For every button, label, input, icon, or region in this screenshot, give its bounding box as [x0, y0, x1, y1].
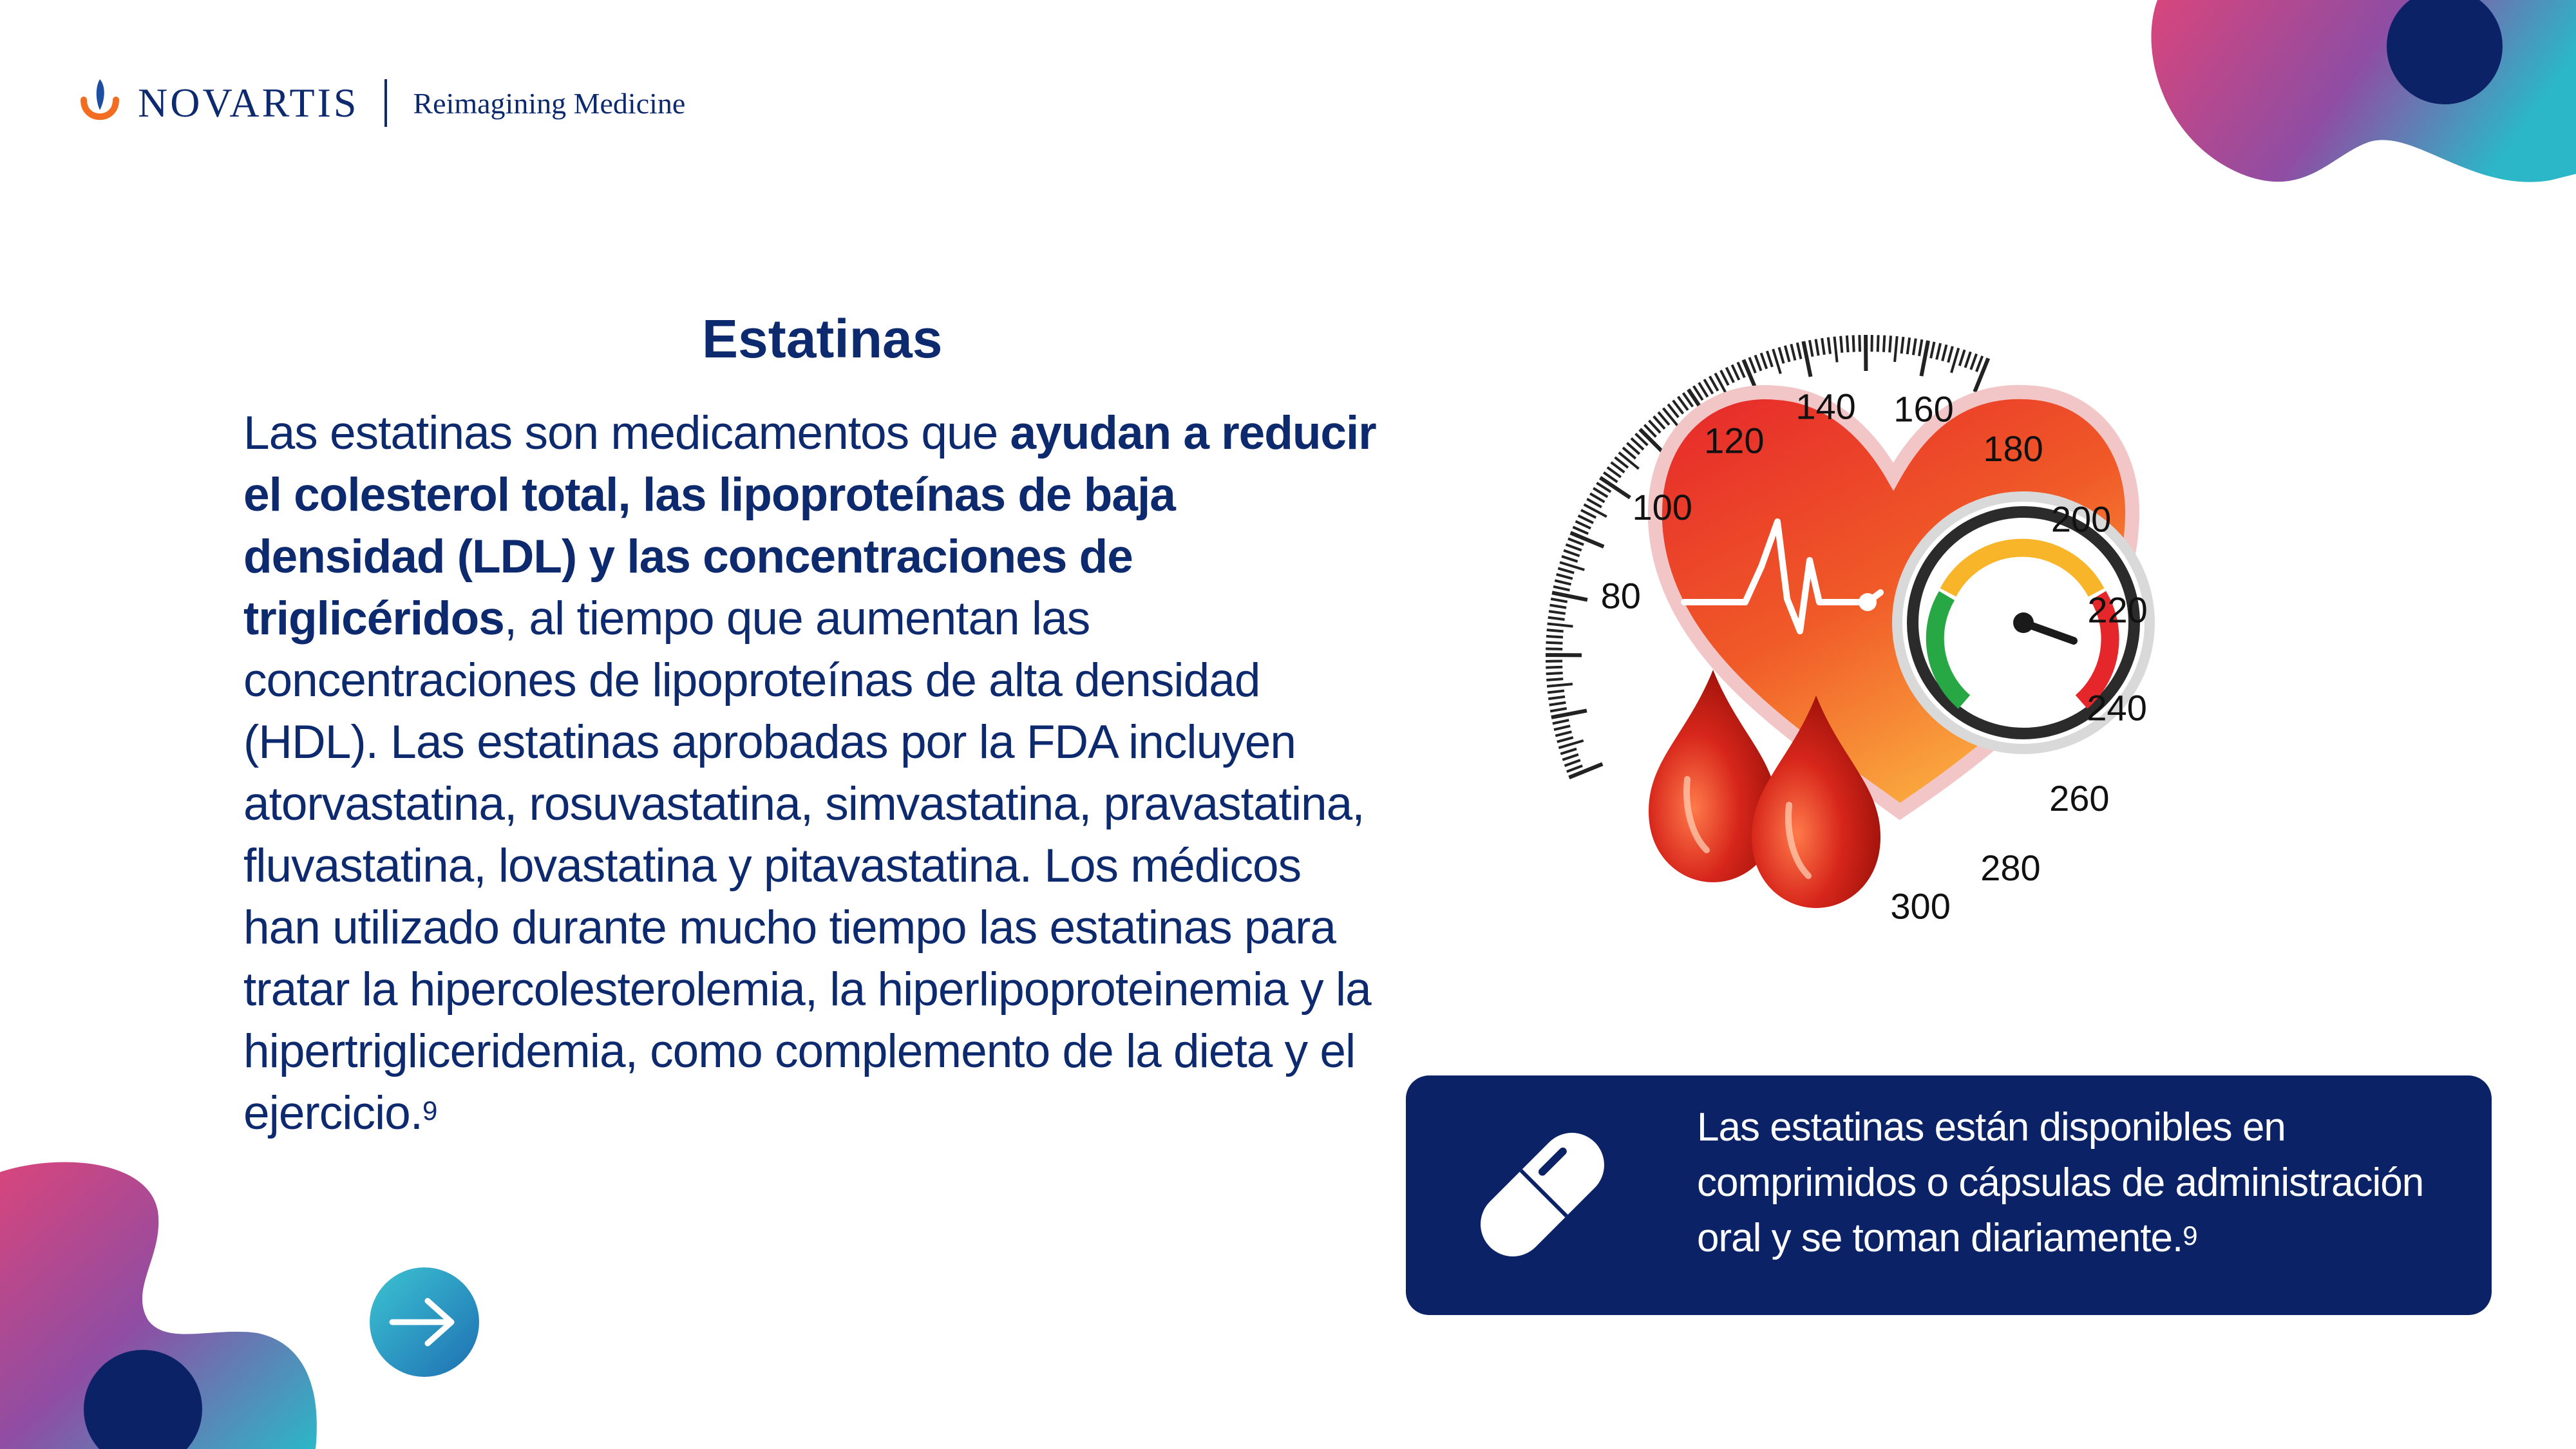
brand-name: NOVARTIS — [138, 80, 359, 126]
dial-tick — [1548, 618, 1565, 620]
dial-tick — [1548, 697, 1565, 699]
dial-tick — [1937, 343, 1940, 359]
dial-tick — [1546, 667, 1562, 668]
dial-label: 240 — [2087, 687, 2147, 728]
dial-tick — [1551, 599, 1567, 602]
brand-tagline: Reimagining Medicine — [413, 86, 686, 120]
dial-tick — [1550, 605, 1567, 607]
dial-label: 300 — [1890, 886, 1951, 927]
callout-text — [1697, 1100, 2496, 1266]
dial-tick — [1960, 350, 1965, 366]
dial-tick — [1828, 337, 1830, 354]
dial-tick — [1902, 337, 1904, 354]
dial-label: 280 — [1980, 847, 2041, 888]
callout-body: Las estatinas están disponibles en comprimidos o cápsulas de administración oral y se toman diariamente. — [1697, 1105, 2424, 1260]
dial-tick — [1564, 551, 1580, 556]
next-button[interactable] — [370, 1267, 479, 1377]
dial-tick — [1919, 339, 1922, 356]
dial-tick — [1663, 408, 1680, 428]
heart-gauge-illustration — [1600, 245, 2344, 979]
dial-tick — [1564, 760, 1580, 766]
callout-reference: 9 — [2183, 1220, 2197, 1251]
dial-tick — [1931, 342, 1934, 358]
arrow-right-icon — [386, 1293, 463, 1351]
dial-tick — [1727, 368, 1734, 383]
dial-tick — [1557, 574, 1573, 579]
dial-tick — [1550, 708, 1567, 711]
dial-tick — [1584, 504, 1607, 516]
dial-tick — [1785, 346, 1790, 362]
dial-tick — [1558, 568, 1574, 573]
dial-tick — [1546, 673, 1563, 674]
dial-tick — [1554, 726, 1570, 730]
dial-tick — [1546, 679, 1563, 680]
dial-tick — [1547, 630, 1564, 631]
dial-tick — [1841, 336, 1842, 353]
header — [77, 64, 685, 142]
dial-tick — [1553, 587, 1569, 591]
dial-tick — [1571, 533, 1604, 547]
dial-tick — [1810, 340, 1813, 357]
dial-label: 260 — [2049, 777, 2110, 819]
dial-tick — [1619, 453, 1639, 469]
dial-tick — [1859, 335, 1860, 352]
dial-tick — [1847, 336, 1848, 352]
dial-tick — [1913, 339, 1916, 355]
dial-tick — [1551, 710, 1587, 717]
dial-tick — [1767, 351, 1772, 367]
dial-tick — [1568, 538, 1584, 545]
novartis-logo-icon — [77, 74, 122, 132]
dial-tick — [1797, 343, 1801, 359]
dial-tick — [1569, 764, 1602, 777]
dial-tick — [1822, 338, 1824, 355]
dial-tick — [1547, 684, 1573, 687]
dial-tick — [1755, 355, 1761, 370]
dial-tick — [1948, 346, 1953, 363]
body-intro: Las estatinas son medicamentos que — [243, 407, 1010, 459]
dial-tick — [1549, 703, 1566, 705]
dial-tick — [1548, 691, 1564, 693]
dial-tick — [1975, 358, 1988, 392]
dial-tick — [1889, 336, 1891, 352]
dial-label: 200 — [2050, 498, 2112, 540]
body-reference: 9 — [422, 1095, 437, 1126]
header-divider — [384, 79, 387, 127]
dial-label: 80 — [1600, 575, 1641, 616]
dial-label: 220 — [2087, 589, 2148, 630]
dial-tick — [1567, 766, 1582, 772]
dial-tick — [1578, 516, 1593, 523]
dial-tick — [1834, 337, 1837, 363]
body-rest: , al tiempo que aumentan las concentraciones de lipoproteínas de alta densidad (HDL). Las estatinas aprobadas por la FDA incluyen atorvastatina, rosuvastatina, simvastatina, pravastatina, fluvastatina, lovastatina y pitavastatina. Los médicos han utilizado durante mucho tiempo las estatinas para tratar la hipercolesterolemia, la hiperlipoproteinemia y la hipertrigliceridemia, como complemento de la dieta y el ejercicio. — [243, 592, 1371, 1139]
page-title: Estatinas — [702, 308, 943, 369]
dial-tick — [1815, 339, 1818, 356]
decorative-blob-bottom-left — [0, 1153, 322, 1449]
dial-tick — [1553, 720, 1569, 723]
dial-label: 120 — [1704, 420, 1765, 461]
dial-tick — [1721, 370, 1728, 385]
body-highlight: ayudan a reducir el colesterol total, las lipoproteínas de baja densidad (LDL) y las concentraciones de triglicéridos — [243, 407, 1376, 645]
dial-tick — [1749, 357, 1756, 373]
body-text — [243, 402, 1383, 1144]
dial-tick — [1732, 365, 1739, 380]
dial-tick — [1562, 755, 1578, 760]
dial-tick — [1557, 737, 1573, 742]
dial-tick — [1779, 347, 1783, 363]
dial-label: 180 — [1983, 428, 2043, 469]
decorative-blob-top-right — [2138, 0, 2576, 206]
dial-tick — [1791, 344, 1795, 360]
dial-tick — [1560, 749, 1577, 754]
dial-tick — [1581, 510, 1596, 518]
dial-tick — [1853, 336, 1854, 352]
dial-tick — [1548, 623, 1573, 626]
dial-tick — [1921, 341, 1928, 376]
dial-tick — [1566, 544, 1581, 550]
dial-label: 140 — [1795, 386, 1856, 427]
dial-tick — [1965, 352, 1971, 368]
dial-tick — [1895, 336, 1897, 362]
dial-tick — [1555, 732, 1571, 735]
dial-label: 160 — [1893, 388, 1954, 430]
dial-tick — [1555, 580, 1571, 584]
dial-label: 100 — [1632, 486, 1692, 527]
dial-tick — [1976, 356, 1982, 372]
dial-tick — [1546, 636, 1563, 638]
dial-tick — [1971, 354, 1976, 369]
dial-tick — [1549, 611, 1566, 614]
capsule-icon — [1455, 1108, 1629, 1282]
dial-tick — [1878, 335, 1879, 352]
dial-tick — [1942, 345, 1946, 361]
dial-tick — [1761, 353, 1767, 369]
dial-tick — [1575, 521, 1591, 528]
dial-tick — [1562, 556, 1578, 562]
dial-tick — [1908, 337, 1909, 354]
